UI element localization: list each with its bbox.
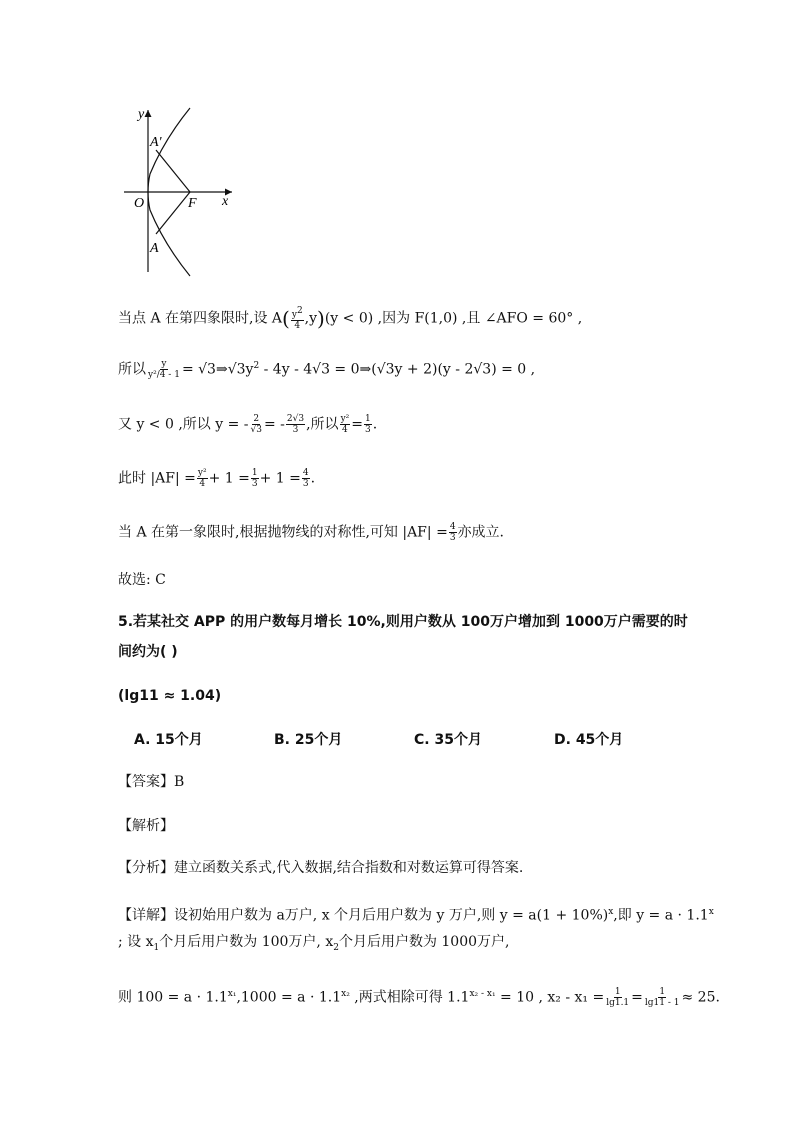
question-5-line-2: 间约为( ) <box>118 644 178 660</box>
line-af-length <box>118 468 315 489</box>
text: 个月后用户数为 100万户, x <box>159 934 334 950</box>
options-row <box>118 730 678 750</box>
text: = <box>351 416 363 433</box>
segment-a-prime-f <box>156 150 190 192</box>
fraction: $\frac{1}{\lg 1.1}$ <box>606 987 630 1009</box>
subscript: 1 <box>153 942 160 953</box>
text: ,y <box>304 310 318 327</box>
text: ; 设 x <box>118 934 154 950</box>
text: 当 A 在第一象限时,根据抛物线的对称性,可知 |AF| = <box>118 524 448 541</box>
text: = √3⇒√3y <box>181 361 254 378</box>
question-5-hint: (lg11 ≈ 1.04) <box>118 688 222 704</box>
text: ,1000 = a · 1.1 <box>236 989 342 1006</box>
option-c: C. 35个月 <box>414 732 482 748</box>
text: 当点 A 在第四象限时,设 A <box>118 310 283 327</box>
fraction: $\frac{y}{\text{y²/4 - 1}}$ <box>148 359 180 381</box>
label-x: x <box>222 194 229 209</box>
fraction: $\frac{1}{\lg 11 - 1}$ <box>644 987 680 1009</box>
text: . <box>310 470 316 487</box>
detail-line-1 <box>118 902 714 926</box>
label-a-prime: A' <box>150 135 162 150</box>
option-a: A. 15个月 <box>134 732 203 748</box>
line-slope-equation <box>118 356 535 380</box>
line-fourth-quadrant <box>118 306 582 331</box>
fraction: $\frac{y2}{4}$ <box>291 306 303 331</box>
answer: 【答案】B <box>118 774 185 790</box>
line-first-quadrant <box>118 522 504 543</box>
text: ≈ 25. <box>681 989 720 1006</box>
label-o: O <box>134 196 145 211</box>
detail-line-3 <box>118 984 720 1008</box>
paren-open: ( <box>282 306 290 331</box>
text: 个月后用户数为 1000万户, <box>338 934 510 950</box>
text: 【详解】设初始用户数为 a万户, x 个月后用户数为 y 万户,则 y = a(1 + 10%) <box>118 907 609 924</box>
label-a: A <box>150 241 159 256</box>
detail-line-2 <box>118 932 509 958</box>
option-d: D. 45个月 <box>554 732 624 748</box>
text: = <box>631 989 643 1006</box>
superscript: x <box>608 907 614 917</box>
subscript: 2 <box>333 942 339 953</box>
fraction: $\frac{4}{3}$ <box>302 468 309 489</box>
parabola-figure <box>118 100 238 280</box>
superscript: 2 <box>253 361 260 371</box>
fraction: $\frac{1}{3}$ <box>251 468 258 489</box>
option-b: B. 25个月 <box>274 732 343 748</box>
text: + 1 = <box>259 470 301 487</box>
fraction: $\frac{\text{y²}}{4}$ <box>340 414 350 435</box>
superscript: x₁ <box>227 989 237 999</box>
text: 则 100 = a · 1.1 <box>118 989 228 1006</box>
paren-close: ) <box>317 306 325 331</box>
analysis-title: 【解析】 <box>118 818 174 834</box>
text: ,所以 <box>306 416 339 433</box>
fraction: $\frac{1}{3}$ <box>365 414 371 435</box>
text: = 10 , x₂ - x₁ = <box>495 989 605 1006</box>
text: - 4y - 4√3 = 0⇒(√3y + 2)(y - 2√3) = 0 , <box>259 361 536 378</box>
line-choice: 故选: C <box>118 572 166 588</box>
question-5-line-1: 5.若某社交 APP 的用户数每月增长 10%,则用户数从 100万户增加到 1000万户需要的时 <box>118 614 688 630</box>
line-y-value <box>118 414 377 435</box>
parabola-diagram <box>118 100 238 280</box>
text: 又 y < 0 ,所以 y = - <box>118 416 249 433</box>
text: 所以 <box>118 361 146 378</box>
fraction: $\frac{2}{√3}$ <box>250 414 262 435</box>
segment-a-f <box>156 192 190 234</box>
superscript: x₂ <box>341 989 350 999</box>
fraction: $\frac{4}{3}$ <box>449 522 456 543</box>
text: . <box>372 416 378 433</box>
text: + 1 = <box>208 470 250 487</box>
text: = - <box>264 416 285 433</box>
label-y: y <box>138 107 145 122</box>
text: (y < 0) ,因为 F(1,0) ,且 ∠AFO = 60° , <box>324 310 583 327</box>
fraction: $\frac{2√3}{3}$ <box>286 414 305 435</box>
superscript: x₂ - x₁ <box>469 989 496 999</box>
text: ,即 y = a · 1.1 <box>613 907 709 924</box>
fraction: $\frac{\text{y²}}{4}$ <box>197 468 207 489</box>
fenxi: 【分析】建立函数关系式,代入数据,结合指数和对数运算可得答案. <box>118 860 524 876</box>
text: ,两式相除可得 1.1 <box>349 989 470 1006</box>
text: 亦成立. <box>457 524 504 541</box>
label-f: F <box>188 196 197 211</box>
text: 此时 |AF| = <box>118 470 196 487</box>
superscript: x <box>708 907 714 917</box>
